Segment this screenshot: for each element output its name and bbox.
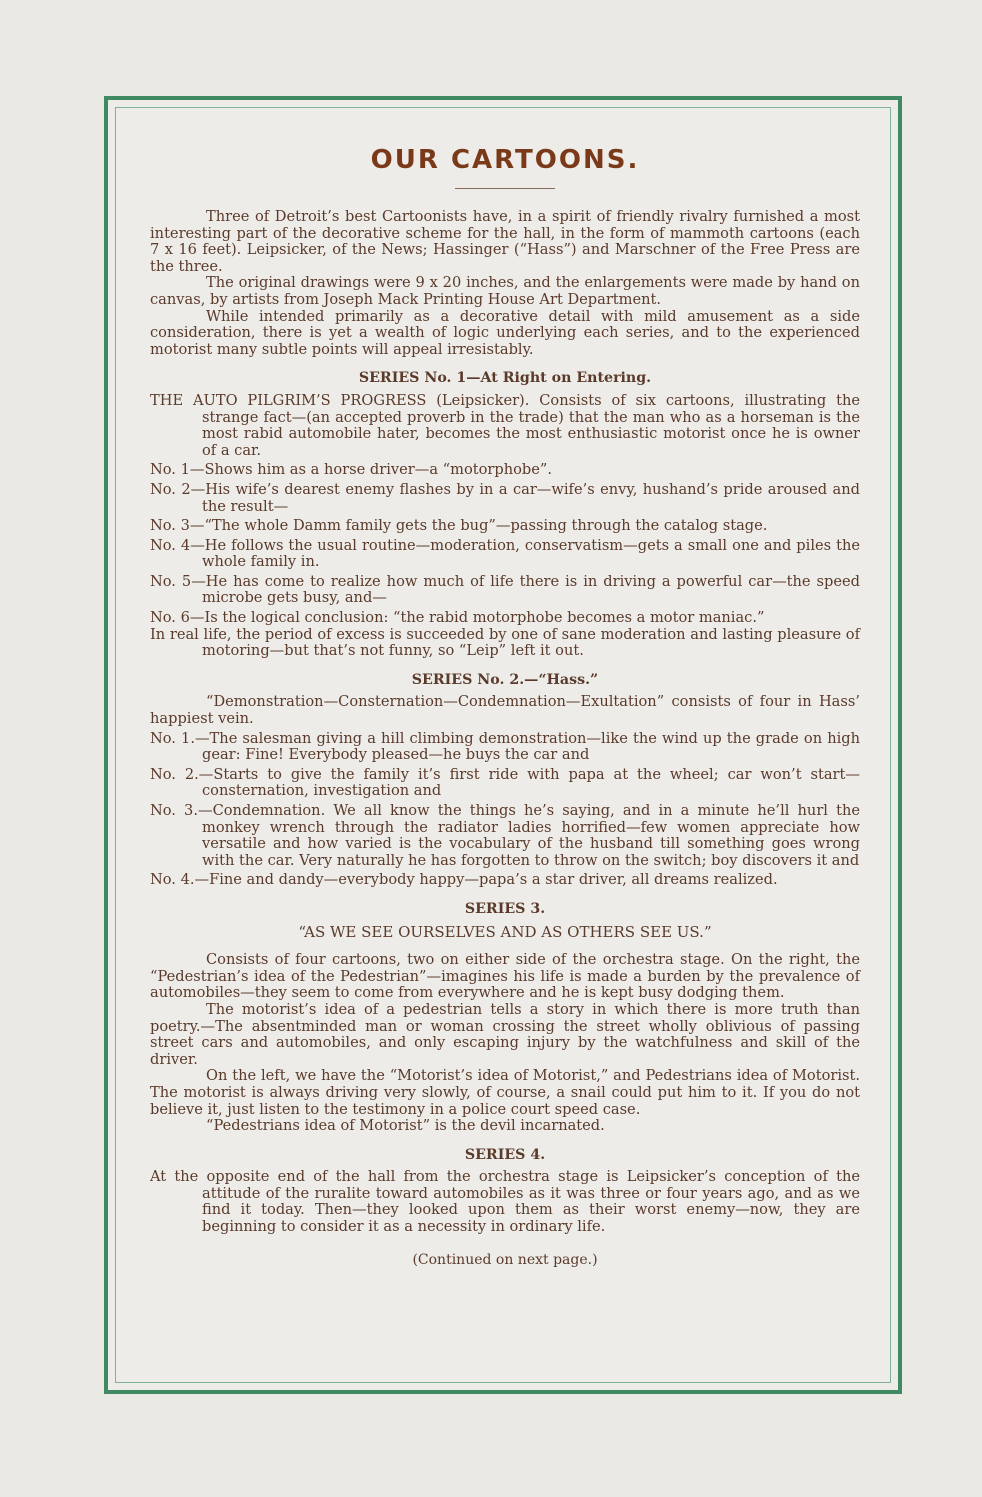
series-1-item-5: No. 5—He has come to realize how much of life there is in driving a powerful car—the speed microbe gets busy, and— <box>150 572 860 607</box>
series-1-lead: THE AUTO PILGRIM’S PROGRESS (Leipsicker). Consists of six cartoons, illustrating the strange fact—(an accepted proverb in the trade) that the man who as a horseman is the most rabid automobile hater, becomes the most enthusiastic motorist once he is owner of a car. <box>150 391 860 459</box>
series-3-subheading: “AS WE SEE OURSELVES AND AS OTHERS SEE US.” <box>298 922 712 941</box>
series-2-item-2: No. 2.—Starts to give the family it’s first ride with papa at the wheel; car won’t start—consternation, investigation and <box>150 765 860 800</box>
series-3-paragraph-1: Consists of four cartoons, two on either side of the orchestra stage. On the right, the “Pedestrian’s idea of the Pedestrian”—imagines his life is made a burden by the prevalence of automobiles—they seem to come from everywhere and he is kept busy dodging them. <box>150 951 860 1002</box>
series-4-lead: At the opposite end of the hall from the orchestra stage is Leipsicker’s conception of the attitude of the ruralite toward automobiles as it was three or four years ago, and as we find it today. Then—they looked upon them as their worst enemy—now, they are beginning to consider it as a necessity in ordinary life. <box>150 1168 860 1236</box>
series-2-item-4: No. 4.—Fine and dandy—everybody happy—papa’s a star driver, all dreams realized. <box>150 871 778 889</box>
series-1-item-3: No. 3—“The whole Damm family gets the bug”—passing through the catalog stage. <box>150 517 768 535</box>
series-4-heading: SERIES 4. <box>464 1146 546 1163</box>
series-3-paragraph-4: “Pedestrians idea of Motorist” is the devil incarnated. <box>206 1117 605 1135</box>
page-content <box>150 140 860 1268</box>
series-1-item-2: No. 2—His wife’s dearest enemy flashes by in a car—wife’s envy, hushand’s pride aroused and the result— <box>150 480 860 515</box>
page-title: OUR CARTOONS. <box>370 145 640 175</box>
intro-paragraph-3: While intended primarily as a decorative detail with mild amusement as a side consideration, there is yet a wealth of logic underlying each series, and to the experienced motorist many subtle points will appeal irresistably. <box>150 307 860 358</box>
continued-note: (Continued on next page.) <box>412 1251 598 1268</box>
series-2-item-3: No. 3.—Condemnation. We all know the things he’s saying, and in a minute he’ll hurl the monkey wrench through the radiator ladies horrified—few women appreciate how versatile and how varied is the vocabulary of the husband till something goes wrong with the car. Very naturally he has forgotten to throw on the switch; boy discovers it and <box>150 802 860 869</box>
title-rule <box>455 188 555 189</box>
series-2-heading: SERIES No. 2.—“Hass.” <box>411 671 599 688</box>
series-3-heading: SERIES 3. <box>464 900 546 917</box>
series-2-item-1: No. 1.—The salesman giving a hill climbing demonstration—like the wind up the grade on high gear: Fine! Everybody pleased—he buys the car and <box>150 729 860 764</box>
series-3-paragraph-3: On the left, we have the “Motorist’s idea of Motorist,” and Pedestrians idea of Motorist. The motorist is always driving very slowly, of course, a snail could put him to it. If you do not believe it, just listen to the testimony in a police court speed case. <box>150 1067 860 1118</box>
series-2-lead: “Demonstration—Consternation—Condemnation—Exultation” consists of four in Hass’ happiest vein. <box>150 693 860 728</box>
series-1-heading: SERIES No. 1—At Right on Entering. <box>358 370 652 387</box>
series-1-item-1: No. 1—Shows him as a horse driver—a “motorphobe”. <box>150 461 552 479</box>
series-3-paragraph-2: The motorist’s idea of a pedestrian tells a story in which there is more truth than poetry.—The absentminded man or woman crossing the street wholly oblivious of passing street cars and automobiles, and only escaping injury by the watchfulness and skill of the driver. <box>150 1000 860 1068</box>
series-1-item-4: No. 4—He follows the usual routine—moderation, conservatism—gets a small one and piles the whole family in. <box>150 536 860 571</box>
series-1-note: In real life, the period of excess is succeeded by one of sane moderation and lasting pleasure of motoring—but that’s not funny, so “Leip” left it out. <box>150 625 860 660</box>
intro-paragraph-1: Three of Detroit’s best Cartoonists have, in a spirit of friendly rivalry furnished a most interesting part of the decorative scheme for the hall, in the form of mammoth cartoons (each 7 x 16 feet). Leipsicker, of the News; Hassinger (“Hass”) and Marschner of the Free Press are the three. <box>150 208 860 275</box>
series-1-item-6: No. 6—Is the logical conclusion: “the rabid motorphobe becomes a motor maniac.” <box>150 609 765 627</box>
intro-paragraph-2: The original drawings were 9 x 20 inches, and the enlargements were made by hand on canvas, by artists from Joseph Mack Printing House Art Department. <box>150 274 860 308</box>
